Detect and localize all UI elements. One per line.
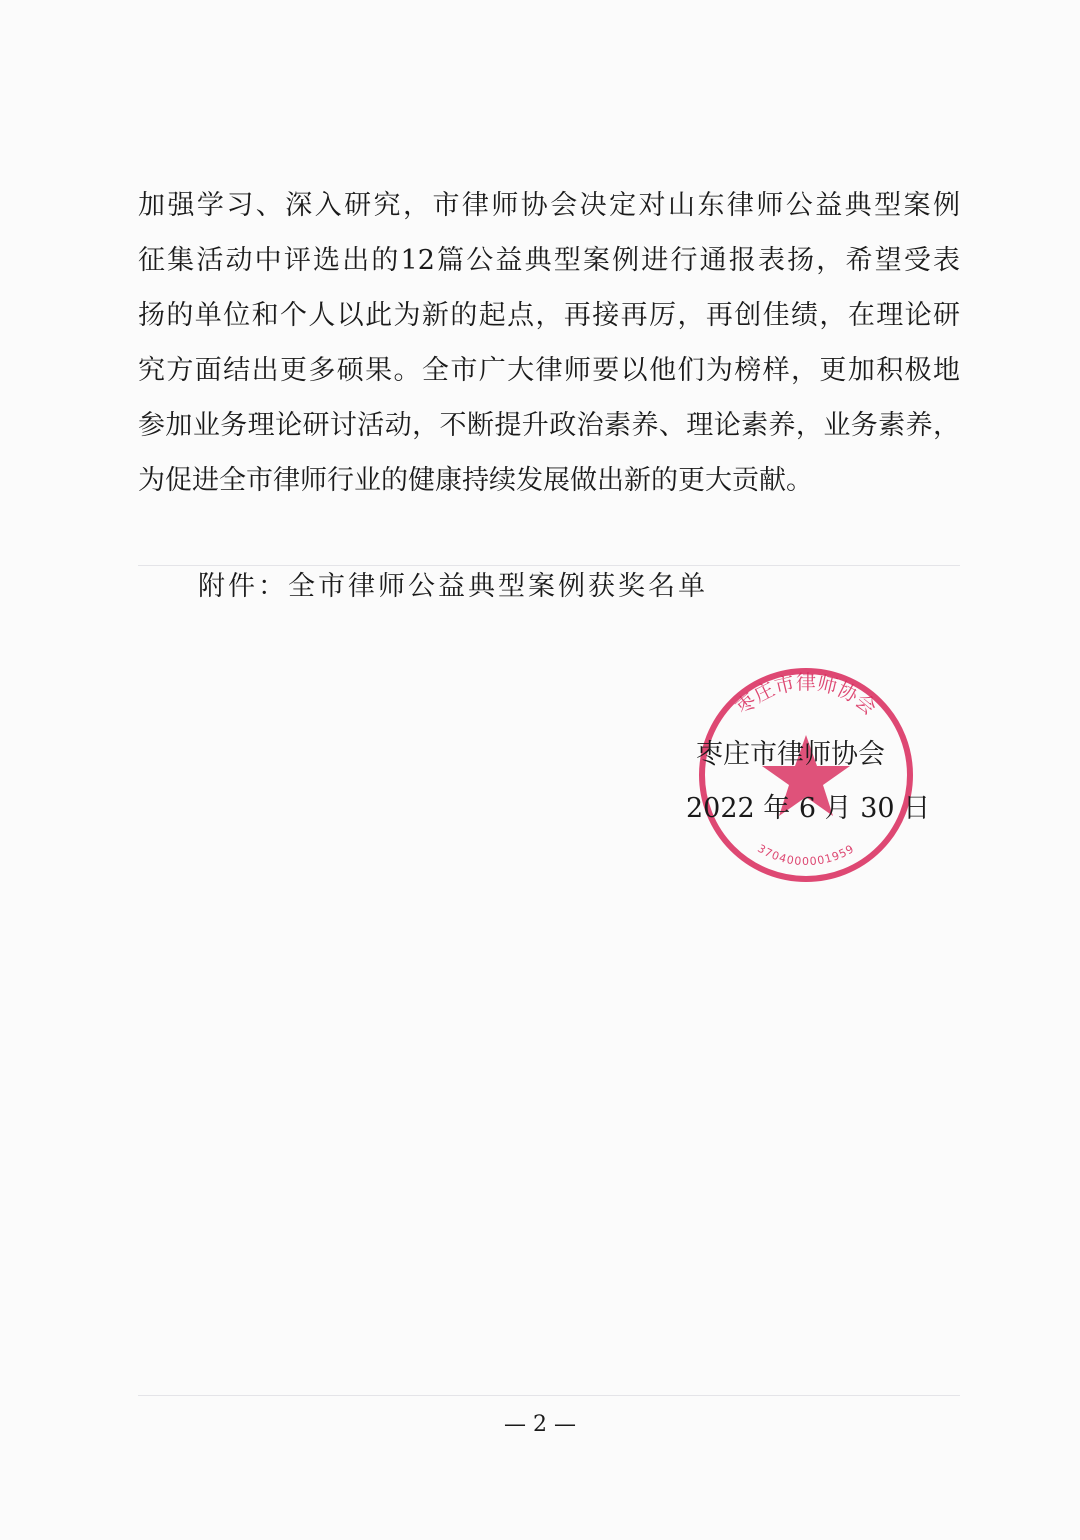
signature-date: 2022 年 6 月 30 日 xyxy=(686,793,931,824)
body-line: 扬的单位和个人以此为新的起点，再接再厉，再创佳绩，在理论研 xyxy=(138,300,960,331)
body-line: 征集活动中评选出的12篇公益典型案例进行通报表扬，希望受表 xyxy=(138,245,960,276)
attachment-line: 附件：全市律师公益典型案例获奖名单 xyxy=(198,571,708,602)
body-line: 参加业务理论研讨活动，不断提升政治素养、理论素养，业务素养， xyxy=(138,410,960,441)
official-seal xyxy=(696,665,916,885)
body-line: 为促进全市律师行业的健康持续发展做出新的更大贡献。 xyxy=(138,465,813,496)
page-number: — 2 — xyxy=(504,1412,576,1437)
bleed-through-rule xyxy=(138,1395,960,1396)
body-line: 究方面结出更多硕果。全市广大律师要以他们为榜样，更加积极地 xyxy=(138,355,960,386)
body-line: 加强学习、深入研究，市律师协会决定对山东律师公益典型案例 xyxy=(138,190,960,221)
seal-name: 枣庄市律师协会 xyxy=(730,670,882,720)
signature-organization: 枣庄市律师协会 xyxy=(696,739,885,770)
seal-number: 3704000001959 xyxy=(755,841,857,869)
body-paragraph xyxy=(138,182,960,512)
